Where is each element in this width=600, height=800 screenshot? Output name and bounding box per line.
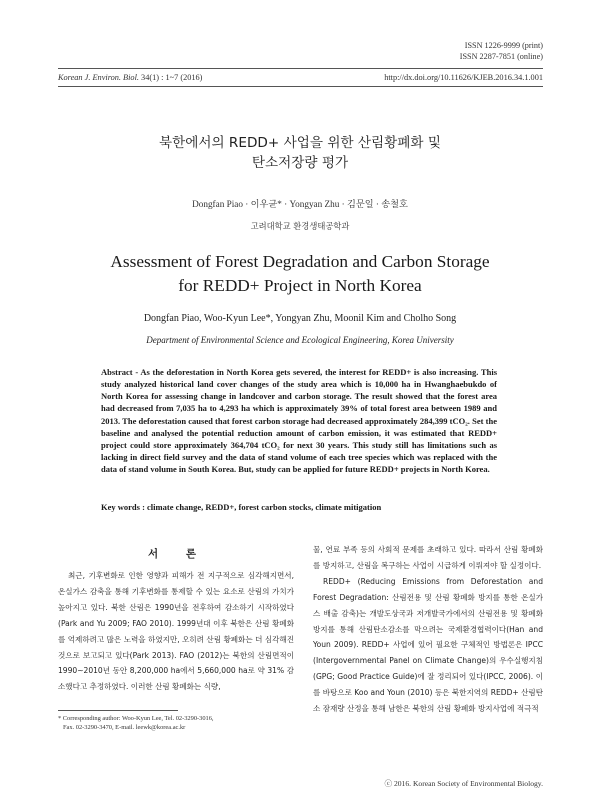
abstract: Abstract - As the deforestation in North Korea gets severed, the interest for REDD+ is also increasing. This study analyzed historical land cover changes of the study area which is 10,000 ha in Hwanghaebukdo of North Korea for assessing change in landcover and carbon storage. The result showed that the forest area had decreased from 7,035 ha to 4,293 ha which is approximately 39% of total forest area between 1989 and 2013. The deforestation caused that forest carbon storage had decreased approximately 284,399 tCO₂. Set the baseline and analysed the potential reduction amount of carbon emission, it was estimated that REDD+ project could store approximately 364,704 tCO₂ for next 30 years. This study still has limitations such as lacking in direct field survey and the data of stand volume of each tree species which was replaced with the data of stand volume in South Korea. But, study can be applied for future REDD+ projects in North Korea.	[101, 367, 497, 475]
intro-paragraph-1: 최근, 기후변화로 인한 영향과 피해가 전 지구적으로 심각해지면서, 온실가스 감축을 통해 기후변화를 통제할 수 있는 요소로 산림의 가치가 높아지고 있다. 북한 산림은 1990년을 전후하여 감소하기 시작하였다(Park and Yu 2009; FAO 2010). 1999년대 이후 북한은 산림 황폐화를 억제하려고 많은 노력을 하였지만, 오히려 산림 황폐화는 더 심각해진 것으로 보고되고 있다(Park 2013). FAO (2012)는 북한의 산림면적이 1990~2010년 동안 8,200,000 ha에서 5,660,000 ha로 약 31% 감소했다고 추정하였다. 이러한 산림 황폐화는 식량,	[58, 571, 294, 692]
corresponding-author-footnote	[58, 714, 214, 732]
footnote-line1: * Corresponding author: Woo-Kyun Lee, Tel. 02-3290-3016,	[58, 715, 214, 722]
copyright: ⓒ 2016. Korean Society of Environmental Biology.	[384, 779, 543, 788]
footnote-rule	[58, 710, 178, 711]
korean-title-line2: 탄소저장량 평가	[251, 155, 349, 171]
journal-name: Korean J. Environ. Biol.	[58, 73, 139, 82]
doi-link[interactable]: http://dx.doi.org/10.11626/KJEB.2016.34.1.001	[384, 73, 543, 82]
keywords: Key words : climate change, REDD+, forest carbon stocks, climate mitigation	[101, 502, 382, 512]
journal-volume: 34(1) : 1~7 (2016)	[138, 73, 203, 82]
issn-print: ISSN 1226-9999 (print)	[464, 41, 543, 50]
journal-citation	[58, 73, 202, 82]
korean-authors: Dongfan Piao · 이우균* · Yongyan Zhu · 김문일 · 송철호	[192, 199, 408, 209]
korean-title-line1: 북한에서의 REDD+ 사업을 위한 산림황폐화 및	[158, 135, 442, 151]
issn-block	[460, 40, 543, 62]
english-affiliation: Department of Environmental Science and Ecological Engineering, Korea University	[146, 335, 454, 345]
intro-paragraph-2: REDD+ (Reducing Emissions from Deforestation and Forest Degradation: 산림전용 및 산림 황폐화 방지를 통한 온실가스 배출 감축)는 개발도상국과 저개발국가에서의 산림전용 및 황폐화 방지를 통해 산림탄소감소를 막으려는 국제환경협력이다(Han and Youn 2009). REDD+ 사업에 있어 필요한 구체적인 방법론은 IPCC (Intergovernmental Panel on Climate Change)의 우수실행지침(GPG; Good Practice Guide)에 잘 정리되어 있다(IPCC, 2006). 이를 바탕으로 Koo and Youn (2010) 등은 북한지역의 REDD+ 산림탄소 잠재량 산정을 통해 남한은 북한의 산림 황폐화 방지사업에 적극적	[313, 576, 543, 714]
header-top-rule	[58, 68, 543, 69]
intro-paragraph-continued: 물, 연료 부족 등의 사회적 문제를 초래하고 있다. 따라서 산림 황폐화를 방지하고, 산림을 복구하는 사업이 시급하게 이뤄져야 할 실정이다.	[313, 545, 543, 570]
english-title-line2: for REDD+ Project in North Korea	[178, 276, 422, 295]
english-authors: Dongfan Piao, Woo-Kyun Lee*, Yongyan Zhu, Moonil Kim and Cholho Song	[143, 313, 457, 324]
header-bottom-rule	[58, 86, 543, 87]
left-column	[58, 568, 294, 695]
korean-affiliation: 고려대학교 환경생태공학과	[250, 221, 350, 231]
issn-online: ISSN 2287-7851 (online)	[459, 52, 543, 61]
footnote-line2: Fax. 02-3290-3470, E-mail. leewk@korea.ac.kr	[63, 724, 186, 731]
right-column	[313, 542, 543, 717]
section-title-introduction: 서 론	[148, 548, 208, 560]
english-title-line1: Assessment of Forest Degradation and Carbon Storage	[110, 252, 490, 271]
